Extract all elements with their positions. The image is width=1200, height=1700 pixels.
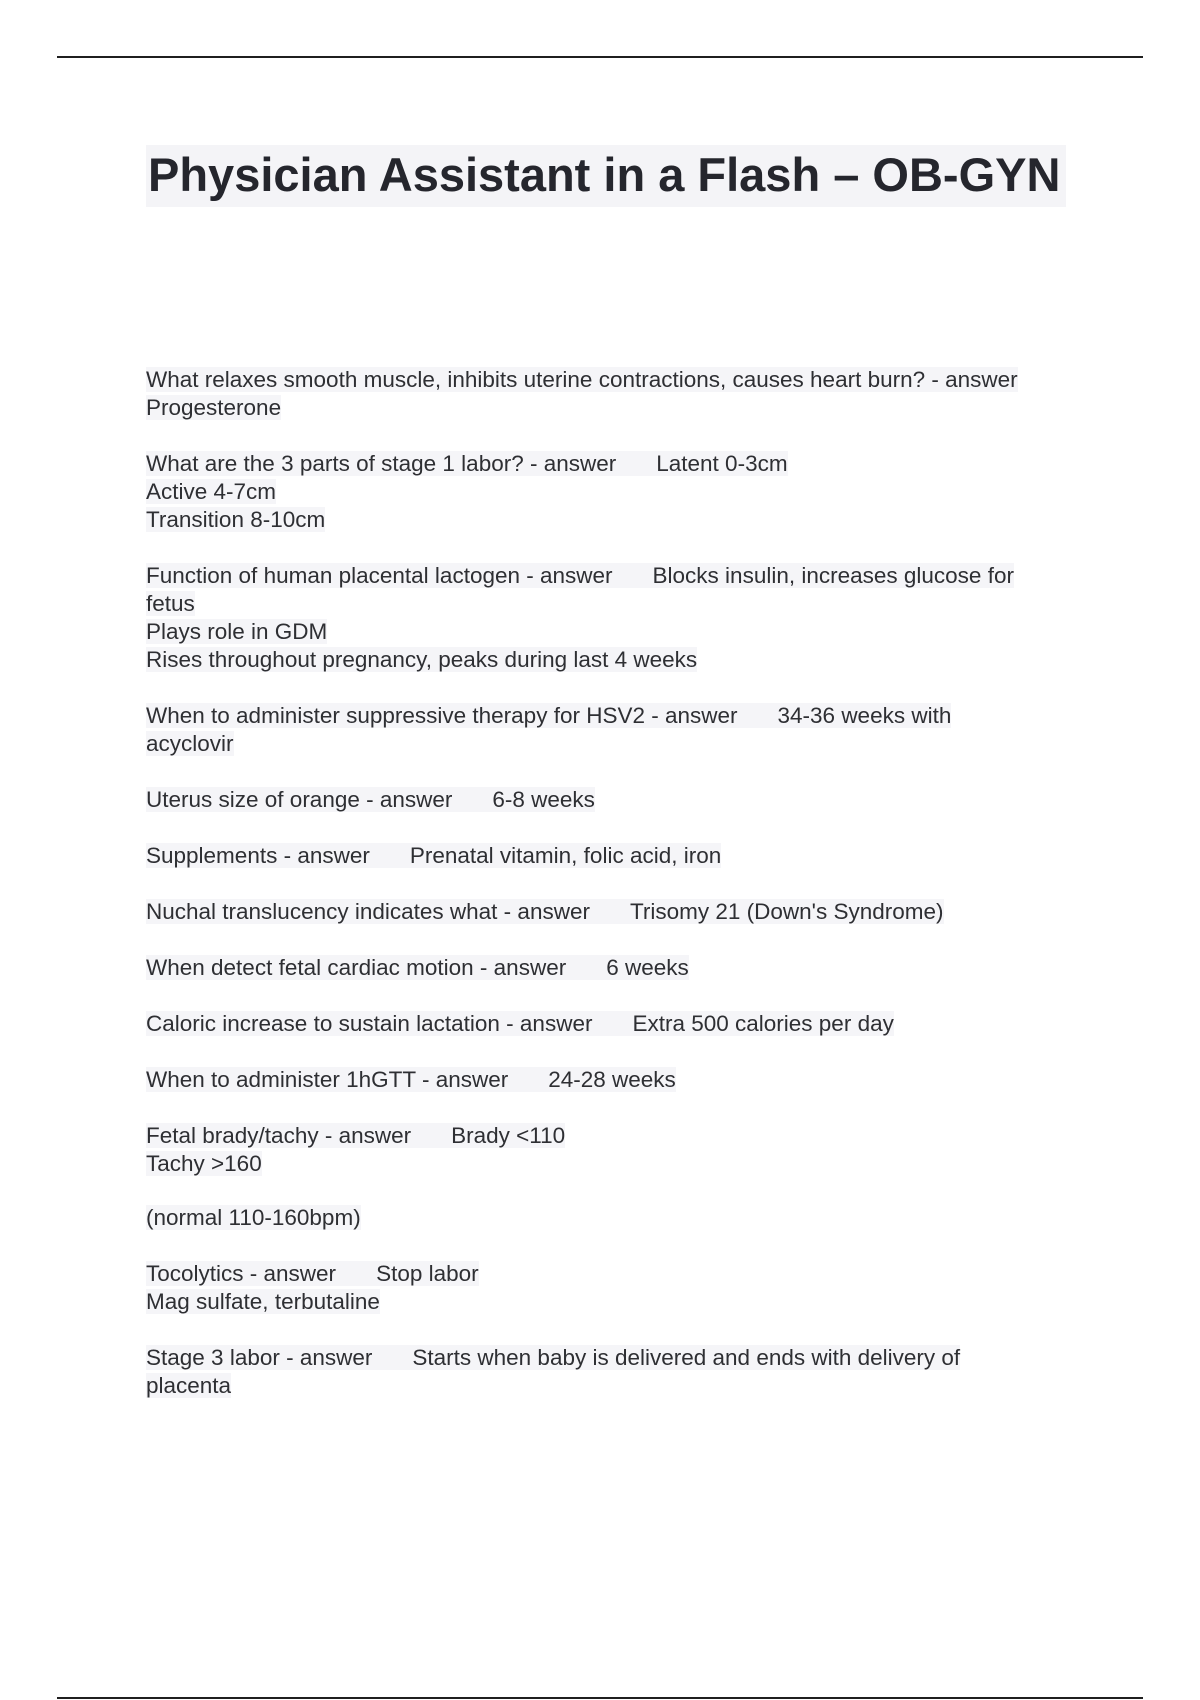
answer-first: Blocks insulin, increases glucose for [652,563,1014,588]
qa-item [146,1122,1090,1178]
answer-line: placenta [146,1373,232,1398]
question-text: Caloric increase to sustain lactation - answer [146,1011,593,1036]
qa-item [146,1260,1090,1316]
answer-first: 6 weeks [606,955,689,980]
answer-first: 34-36 weeks with [777,703,952,728]
question-text: Supplements - answer [146,843,370,868]
note-text [146,1204,1090,1232]
qa-list [146,366,1090,1428]
answer-first: Latent 0-3cm [656,451,788,476]
answer-first: Extra 500 calories per day [632,1011,894,1036]
qa-item [146,842,1090,870]
question-text: Uterus size of orange - answer [146,787,453,812]
question-text: Fetal brady/tachy - answer [146,1123,412,1148]
qa-item [146,702,1090,758]
qa-item [146,1066,1090,1094]
answer-line: Progesterone [146,395,282,420]
qa-item [146,450,1090,534]
qa-item [146,898,1090,926]
answer-first: Trisomy 21 (Down's Syndrome) [629,899,944,924]
answer-line: Tachy >160 [146,1151,262,1176]
question-text: When to administer suppressive therapy for HSV2 - answer [146,703,738,728]
question-text: What relaxes smooth muscle, inhibits uterine contractions, causes heart burn? - answer [146,367,1018,392]
answer-first: Brady <110 [451,1123,566,1148]
answer-line: acyclovir [146,731,234,756]
qa-item [146,786,1090,814]
question-text: When detect fetal cardiac motion - answer [146,955,567,980]
answer-first: Stop labor [376,1261,479,1286]
question-text: When to administer 1hGTT - answer [146,1067,509,1092]
answer-first: 6-8 weeks [492,787,595,812]
answer-line: Mag sulfate, terbutaline [146,1289,380,1314]
answer-first: 24-28 weeks [548,1067,676,1092]
answer-line: Plays role in GDM [146,619,328,644]
answer-first: Prenatal vitamin, folic acid, iron [409,843,722,868]
question-text: Stage 3 labor - answer [146,1345,373,1370]
question-text: Function of human placental lactogen - answer [146,563,613,588]
top-rule [57,56,1143,58]
bottom-rule [57,1697,1143,1699]
question-text: What are the 3 parts of stage 1 labor? - answer [146,451,617,476]
qa-item [146,1344,1090,1400]
answer-line: Active 4-7cm [146,479,277,504]
qa-item [146,366,1090,422]
answer-line: Transition 8-10cm [146,507,326,532]
page-title: Physician Assistant in a Flash – OB-GYN [146,145,1066,207]
qa-item [146,954,1090,982]
answer-first: Starts when baby is delivered and ends with delivery of [412,1345,961,1370]
note-line: (normal 110-160bpm) [146,1205,361,1230]
question-text: Nuchal translucency indicates what - answer [146,899,590,924]
qa-item [146,562,1090,674]
qa-item [146,1010,1090,1038]
question-text: Tocolytics - answer [146,1261,337,1286]
answer-line: fetus [146,591,195,616]
answer-line: Rises throughout pregnancy, peaks during last 4 weeks [146,647,698,672]
